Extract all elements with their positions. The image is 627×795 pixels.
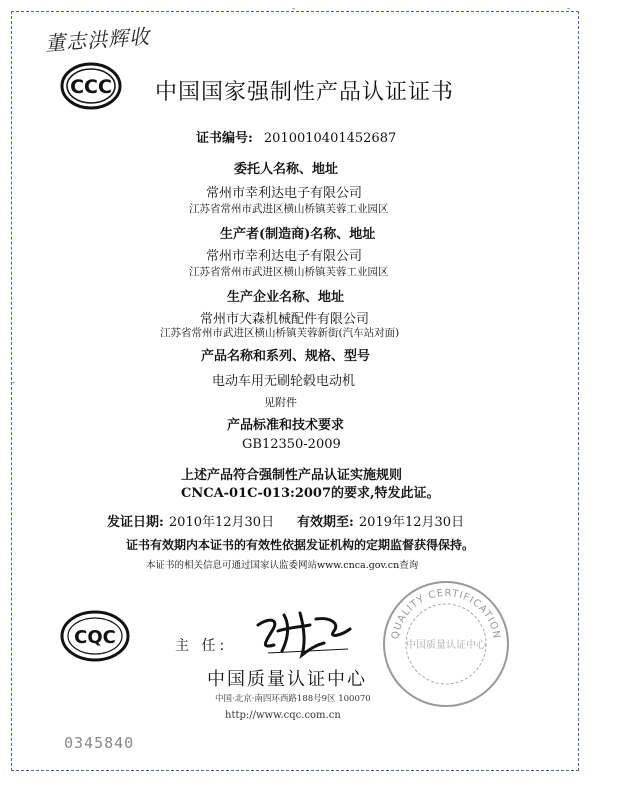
manufacturer-heading: 生产者(制造商)名称、地址 bbox=[220, 227, 376, 242]
manufacturer-name: 常州市幸利达电子有限公司 bbox=[206, 249, 363, 264]
ccc-logo-text: CCC bbox=[70, 76, 112, 98]
cqc-logo-icon bbox=[60, 610, 130, 662]
product-heading: 产品名称和系列、规格、型号 bbox=[201, 349, 371, 364]
issuer-url: http://www.cqc.com.cn bbox=[225, 710, 341, 721]
frame-tick-topright: - bbox=[567, 4, 571, 14]
issue-date-value: 2010年12月30日 bbox=[168, 515, 275, 530]
manufacturer-address: 江苏省常州市武进区横山桥镇芙蓉工业园区 bbox=[189, 266, 389, 278]
certificate-number-value: 2010010401452687 bbox=[263, 131, 397, 146]
expiry-date bbox=[297, 511, 464, 530]
validity-note: 证书有效期内本证书的有效性依据发证机构的定期监督获得保持。 bbox=[126, 538, 475, 552]
issue-date-label: 发证日期: bbox=[107, 515, 164, 530]
signature-label: 主 任: bbox=[175, 638, 229, 654]
ccc-logo-icon bbox=[60, 62, 122, 110]
cqc-logo-text: CQC bbox=[74, 627, 116, 648]
expiry-date-label: 有效期至: bbox=[297, 515, 354, 530]
frame-tick-top: - bbox=[292, 4, 296, 14]
info-note: 本证书的相关信息可通过国家认监委网站www.cnca.gov.cn查询 bbox=[146, 560, 419, 571]
seal-text: QUALITY CERTIFICATION bbox=[390, 587, 502, 641]
applicant-heading: 委托人名称、地址 bbox=[234, 162, 339, 177]
issuer-name: 中国质量认证中心 bbox=[207, 669, 367, 690]
certificate-number-label: 证书编号: bbox=[196, 131, 253, 146]
issuer-address: 中国·北京·南四环西路188号9区 100070 bbox=[215, 694, 371, 704]
factory-address: 江苏省常州市武进区横山桥镇芙蓉新街(汽车站对面) bbox=[160, 327, 400, 339]
issue-date bbox=[107, 511, 274, 530]
frame-tick-left: - bbox=[12, 378, 16, 388]
seal-inner-text: 中国质量认证中心 bbox=[406, 640, 486, 651]
applicant-name: 常州市幸利达电子有限公司 bbox=[206, 186, 363, 201]
official-seal-icon bbox=[380, 578, 512, 710]
certificate-title: 中国国家强制性产品认证证书 bbox=[155, 80, 455, 105]
factory-heading: 生产企业名称、地址 bbox=[227, 290, 345, 305]
applicant-address: 江苏省常州市武进区横山桥镇芙蓉工业园区 bbox=[189, 203, 389, 215]
factory-name: 常州市大森机械配件有限公司 bbox=[200, 312, 370, 327]
standard-heading: 产品标准和技术要求 bbox=[227, 418, 345, 433]
product-name: 电动车用无刷轮毂电动机 bbox=[212, 374, 356, 389]
handwritten-note: 董志洪辉收 bbox=[44, 24, 151, 56]
statement-line1: 上述产品符合强制性产品认证实施规则 bbox=[181, 468, 403, 483]
standard-value: GB12350-2009 bbox=[242, 437, 341, 452]
certificate-number bbox=[196, 127, 396, 146]
product-note: 见附件 bbox=[264, 396, 297, 409]
expiry-date-value: 2019年12月30日 bbox=[358, 515, 465, 530]
statement-line2: CNCA-01C-013:2007的要求,特发此证。 bbox=[181, 486, 440, 501]
signature-icon bbox=[250, 605, 360, 661]
serial-number: 0345840 bbox=[64, 734, 135, 752]
